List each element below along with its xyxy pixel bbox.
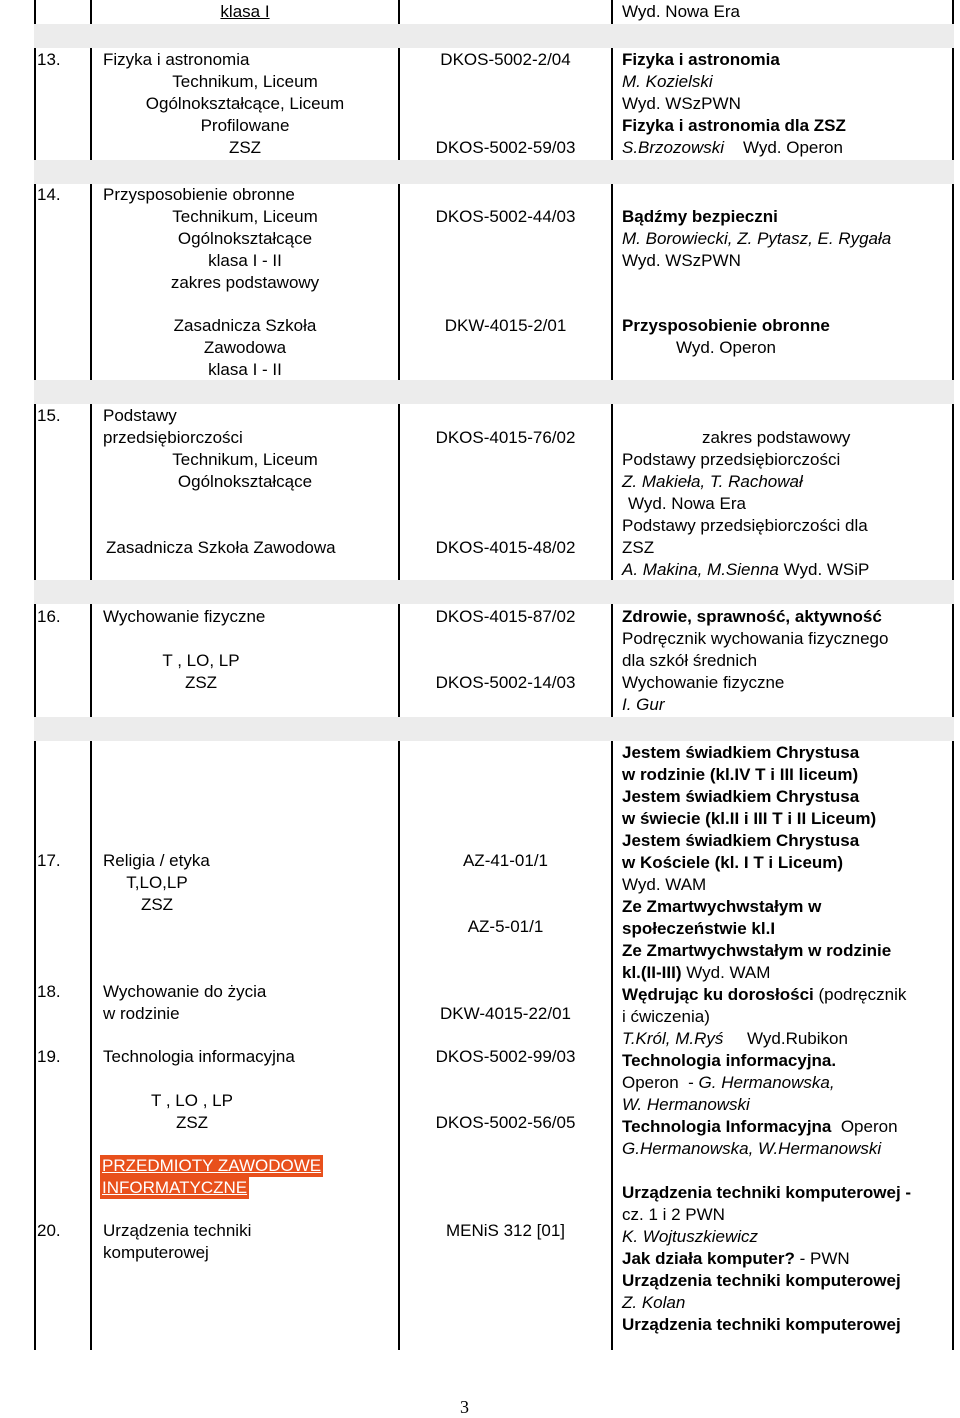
school-type: T , LO, LP ZSZ — [162, 651, 240, 692]
subject-name: Religia / etyka — [103, 851, 210, 870]
approval-code: AZ-41-01/1 — [462, 851, 549, 870]
row-number: 20. — [37, 1221, 61, 1240]
approval-code: DKOS-5002-59/03 — [435, 138, 576, 157]
textbook-entry: Bądźmy bezpieczni M. Borowiecki, Z. Pytasz, E. Rygała Wyd. WSzPWN — [622, 207, 892, 270]
approval-code: AZ-5-01/1 — [467, 917, 544, 936]
subject-name: Urządzenia techniki komputerowej — [103, 1221, 252, 1262]
school-type: Zasadnicza Szkoła Zawodowa — [106, 538, 336, 557]
row-separator — [34, 160, 954, 184]
textbook-entry: Fizyka i astronomia M. Kozielski Wyd. WSzPWN Fizyka i astronomia dla ZSZ S.Brzozowski Wyd. Operon — [622, 50, 846, 157]
row-number: 13. — [37, 50, 61, 69]
textbook-entry: Przysposobienie obronne Wyd. Operon — [622, 316, 830, 357]
subject-name: Wychowanie fizyczne — [103, 607, 266, 626]
school-type: Technikum, Liceum Ogólnokształcące — [172, 450, 318, 491]
subject-name: Fizyka i astronomia — [103, 50, 250, 69]
subject-name: Podstawy przedsiębiorczości — [103, 406, 243, 447]
textbook-entry: zakres podstawowy Podstawy przedsiębiorczości Z. Makieła, T. Rachował Wyd. Nowa Era Podstawy przedsiębiorczości dla ZSZ A. Makina, M.Sienna Wyd. WSiP — [622, 428, 870, 579]
textbook-list: Jestem świadkiem Chrystusa w rodzinie (kl.IV T i III liceum) Jestem świadkiem Chrystusa w świecie (kl.II i III T i II Liceum) Jestem świadkiem Chrystusa w Kościele (kl. I T i Liceum) Wyd. WAM Ze Zmartwychwstałym w społeczeństwie kl.I Ze Zmartwychwstałym w rodzinie kl.(II-III) Wyd. WAM Wędrując ku dorosłości (podręcznik i ćwiczenia) T.Król, M.Ryś Wyd.Rubikon Technologia informacyjna. Operon - G. Hermanowska, W. Hermanowski Technologia Informacyjna Operon G.Hermanowska, W.Hermanowski Urządzenia techniki komputerowej - cz. 1 i 2 PWN K. Wojtuszkiewicz Jak działa komputer? - PWN Urządzenia techniki komputerowej Z. Kolan Urządzenia techniki komputerowej — [622, 743, 912, 1334]
row-number: 14. — [37, 185, 61, 204]
page-number: 3 — [460, 1397, 469, 1417]
subject-name: Przysposobienie obronne — [103, 185, 295, 204]
top-row-school: klasa I — [220, 2, 270, 21]
approval-code: DKOS-5002-14/03 — [435, 673, 576, 692]
approval-code: MENiS 312 [01] — [445, 1221, 566, 1240]
school-type: Zasadnicza Szkoła Zawodowa klasa I - II — [173, 316, 317, 379]
row-separator — [34, 380, 954, 404]
table-border-col4 — [611, 0, 613, 1350]
section-header: PRZEDMIOTY ZAWODOWE INFORMATYCZNE — [102, 1156, 322, 1197]
row-number: 17. — [37, 851, 61, 870]
approval-code: DKOS-5002-56/05 — [435, 1113, 576, 1132]
approval-code: DKOS-5002-44/03 — [435, 207, 576, 226]
approval-code: DKW-4015-22/01 — [439, 1004, 572, 1023]
approval-code: DKOS-4015-76/02 — [435, 428, 576, 447]
textbook-entry: Zdrowie, sprawność, aktywność Podręcznik wychowania fizycznego dla szkół średnich Wychowanie fizyczne I. Gur — [622, 607, 889, 714]
approval-code: DKOS-4015-48/02 — [435, 538, 576, 557]
table-border-right — [952, 0, 954, 1350]
row-separator — [34, 580, 954, 604]
table-border-left — [34, 0, 36, 1350]
row-number: 16. — [37, 607, 61, 626]
school-type: Technikum, Liceum Ogólnokształcące, Liceum Profilowane ZSZ — [145, 72, 345, 157]
row-separator — [34, 717, 954, 741]
row-separator — [34, 24, 954, 48]
school-type: T,LO,LP ZSZ — [126, 873, 188, 914]
school-type: T , LO , LP ZSZ — [151, 1091, 233, 1132]
approval-code: DKOS-5002-2/04 — [440, 50, 571, 69]
approval-code: DKW-4015-2/01 — [444, 316, 567, 335]
subject-name: Technologia informacyjna — [103, 1047, 295, 1066]
row-number: 15. — [37, 406, 61, 425]
approval-code: DKOS-4015-87/02 — [435, 607, 576, 626]
school-type: Technikum, Liceum Ogólnokształcące klasa I - II zakres podstawowy — [170, 207, 320, 292]
subject-name: Wychowanie do życia w rodzinie — [103, 982, 267, 1023]
row-number: 18. — [37, 982, 61, 1001]
approval-code: DKOS-5002-99/03 — [435, 1047, 576, 1066]
row-number: 19. — [37, 1047, 61, 1066]
top-row-publisher: Wyd. Nowa Era — [622, 2, 740, 21]
